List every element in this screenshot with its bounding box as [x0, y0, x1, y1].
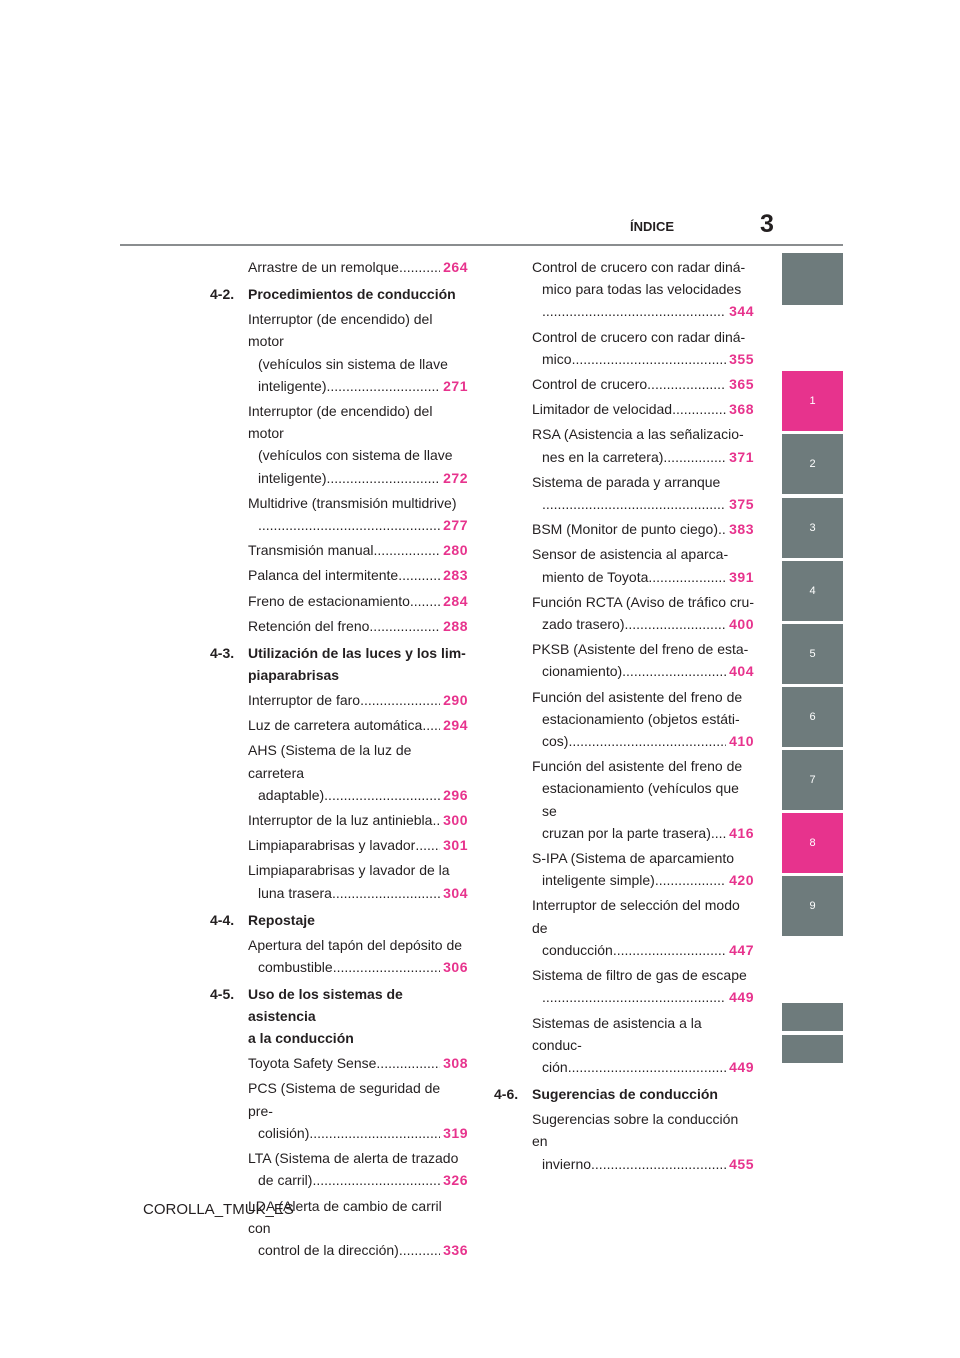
toc-page-link[interactable]: 272 — [443, 469, 468, 486]
toc-entry-text: Sugerencias sobre la conducción en — [532, 1111, 739, 1150]
section-title: a la conducción — [248, 1030, 354, 1047]
toc-page-link[interactable]: 420 — [729, 872, 754, 889]
dot-leader — [591, 1153, 726, 1175]
dot-leader — [324, 784, 440, 806]
toc-page-link[interactable]: 404 — [729, 663, 754, 680]
toc-entry[interactable] — [494, 847, 754, 891]
toc-entry-text: Toyota Safety Sense — [248, 1055, 377, 1072]
toc-entry[interactable] — [494, 1012, 754, 1079]
toc-entry-text: Freno de estacionamiento — [248, 592, 410, 609]
toc-entry-text: estacionamiento (vehículos que se — [542, 780, 739, 819]
toc-entry-text: control de la dirección) — [258, 1241, 399, 1258]
toc-page-link[interactable]: 355 — [729, 350, 754, 367]
toc-page-link[interactable]: 300 — [443, 812, 468, 829]
chapter-tab-1[interactable]: 1 — [782, 371, 843, 431]
toc-entry-text: inteligente) — [258, 377, 327, 394]
toc-left-column — [210, 253, 468, 1261]
toc-entry[interactable] — [494, 518, 754, 540]
toc-entry-text: colisión) — [258, 1124, 310, 1141]
toc-page-link[interactable]: 304 — [443, 884, 468, 901]
dot-leader — [333, 956, 440, 978]
toc-entry-text: mico — [542, 350, 572, 367]
toc-entry-text: miento de Toyota — [542, 568, 649, 585]
toc-page-link[interactable]: 416 — [729, 824, 754, 841]
toc-page-link[interactable]: 301 — [443, 837, 468, 854]
toc-entry[interactable] — [210, 714, 468, 736]
toc-entry[interactable] — [210, 934, 468, 978]
dot-leader — [613, 939, 726, 961]
toc-entry-text: Interruptor de selección del modo de — [532, 897, 740, 936]
toc-entry-text: AHS (Sistema de la luz de carretera — [248, 742, 412, 781]
dot-leader — [718, 518, 726, 540]
dot-leader — [398, 564, 440, 586]
dot-leader — [376, 1052, 440, 1074]
toc-entry[interactable] — [210, 615, 468, 637]
toc-entry-text: RSA (Asistencia a las señalizacio- — [532, 426, 744, 443]
toc-entry-text: Transmisión manual — [248, 542, 374, 559]
dot-leader — [568, 1056, 726, 1078]
dot-leader — [309, 1122, 440, 1144]
toc-entry[interactable] — [210, 400, 468, 489]
toc-entry[interactable] — [210, 256, 468, 278]
toc-page-link[interactable]: 371 — [729, 448, 754, 465]
chapter-tab-2[interactable]: 2 — [782, 434, 843, 494]
toc-entry-text: Limpiaparabrisas y lavador de la — [248, 862, 450, 879]
dot-leader — [622, 660, 726, 682]
chapter-tab-7[interactable]: 7 — [782, 750, 843, 810]
toc-entry[interactable] — [210, 1147, 468, 1191]
toc-page-link[interactable]: 336 — [443, 1241, 468, 1258]
toc-entry-text: Arrastre de un remolque — [248, 259, 399, 275]
toc-entry-text: cionamiento) — [542, 663, 623, 680]
toc-entry[interactable] — [494, 591, 754, 635]
toc-section-heading — [494, 1083, 754, 1105]
toc-entry-text: inteligente simple) — [542, 872, 655, 889]
dot-leader — [258, 514, 440, 536]
toc-entry-text: PKSB (Asistente del freno de esta- — [532, 641, 749, 658]
toc-page-link[interactable]: 319 — [443, 1124, 468, 1141]
toc-entry[interactable] — [210, 739, 468, 806]
toc-entry[interactable] — [210, 492, 468, 536]
toc-page-link[interactable]: 344 — [729, 303, 754, 320]
toc-entry-text: Control de crucero — [532, 376, 648, 393]
dot-leader — [422, 714, 440, 736]
toc-entry-text: Limitador de velocidad — [532, 401, 673, 418]
toc-page-link[interactable]: 271 — [443, 377, 468, 394]
toc-entry[interactable] — [494, 471, 754, 515]
toc-page-link[interactable]: 283 — [443, 567, 468, 584]
toc-entry[interactable] — [210, 809, 468, 831]
toc-entry-text: conducción — [542, 941, 613, 958]
toc-entry-text: Sistema de filtro de gas de escape — [532, 967, 747, 984]
section-number: 4-5. — [210, 986, 235, 1003]
toc-entry-text: luna trasera — [258, 884, 332, 901]
toc-page-link[interactable]: 277 — [443, 517, 468, 534]
toc-entry-text: cruzan por la parte trasera) — [542, 824, 711, 841]
dot-leader — [399, 1239, 440, 1261]
toc-entry[interactable] — [494, 1108, 754, 1175]
dot-leader — [369, 615, 440, 637]
toc-entry-text: Sistemas de asistencia a la conduc- — [532, 1014, 702, 1053]
toc-entry[interactable] — [494, 755, 754, 844]
toc-entry-text: combustible — [258, 959, 333, 976]
toc-entry[interactable] — [210, 1077, 468, 1144]
toc-entry-text: (vehículos con sistema de llave — [258, 447, 453, 464]
dot-leader — [711, 822, 726, 844]
section-number: 4-4. — [210, 911, 235, 928]
section-title: Repostaje — [248, 911, 315, 928]
dot-leader — [672, 398, 726, 420]
toc-entry-text: Palanca del intermitente — [248, 567, 399, 584]
section-title: piaparabrisas — [248, 667, 340, 684]
dot-leader — [410, 590, 440, 612]
toc-page-link[interactable]: 284 — [443, 592, 468, 609]
toc-entry-text: nes en la carretera) — [542, 448, 664, 465]
toc-page-link[interactable]: 375 — [729, 496, 754, 513]
section-title: Sugerencias de conducción — [532, 1086, 718, 1103]
toc-entry-text: Multidrive (transmisión multidrive) — [248, 494, 457, 511]
toc-entry-text: Interruptor de la luz antiniebla — [248, 812, 433, 829]
toc-entry[interactable] — [494, 256, 754, 323]
chapter-tab-3[interactable]: 3 — [782, 498, 843, 558]
dot-leader — [647, 373, 726, 395]
dot-leader — [327, 467, 441, 489]
toc-entry-text: invierno — [542, 1155, 592, 1172]
toc-page-link[interactable]: 264 — [443, 259, 468, 275]
chapter-tab-blank[interactable] — [782, 1003, 843, 1031]
toc-entry-text: Retención del freno — [248, 617, 370, 634]
dot-leader — [415, 834, 440, 856]
toc-entry-text: (vehículos sin sistema de llave — [258, 355, 448, 372]
toc-entry[interactable] — [494, 373, 754, 395]
chapter-tab-9[interactable]: 9 — [782, 876, 843, 936]
toc-entry-text: LTA (Sistema de alerta de trazado — [248, 1150, 459, 1167]
dot-leader — [542, 986, 726, 1008]
section-number: 4-2. — [210, 286, 235, 303]
toc-entry-text: Sistema de parada y arranque — [532, 473, 721, 490]
section-title: Procedimientos de conducción — [248, 286, 456, 303]
toc-entry-text: Función del asistente del freno de — [532, 688, 743, 705]
toc-entry-text: estacionamiento (objetos estáti- — [542, 710, 740, 727]
toc-entry-text: de carril) — [258, 1172, 313, 1189]
toc-page-link[interactable]: 447 — [729, 941, 754, 958]
dot-leader — [399, 256, 440, 278]
toc-entry-text: mico para todas las velocidades — [542, 281, 742, 298]
toc-entry-text: LDA (Alerta de cambio de carril con — [248, 1197, 442, 1236]
section-number: 4-3. — [210, 645, 235, 662]
dot-leader — [568, 730, 726, 752]
toc-page-link[interactable]: 449 — [729, 1058, 754, 1075]
toc-entry-text: ción — [542, 1058, 568, 1075]
toc-page-link[interactable]: 308 — [443, 1055, 468, 1072]
toc-entry-text: Interruptor (de encendido) del motor — [248, 403, 433, 442]
toc-page-link[interactable]: 290 — [443, 692, 468, 709]
toc-page-link[interactable]: 365 — [729, 376, 754, 393]
toc-entry[interactable] — [210, 590, 468, 612]
dot-leader — [542, 493, 726, 515]
toc-entry[interactable] — [494, 638, 754, 682]
chapter-tab-5[interactable]: 5 — [782, 624, 843, 684]
toc-entry-text: adaptable) — [258, 786, 325, 803]
dot-leader — [374, 539, 441, 561]
toc-page-link[interactable]: 368 — [729, 401, 754, 418]
toc-page-link[interactable]: 296 — [443, 786, 468, 803]
toc-entry[interactable] — [494, 543, 754, 587]
toc-entry-text: PCS (Sistema de seguridad de pre- — [248, 1080, 441, 1119]
dot-leader — [360, 689, 440, 711]
section-title: Uso de los sistemas de asistencia — [248, 986, 403, 1025]
toc-entry-text: Luz de carretera automática — [248, 717, 423, 734]
dot-leader — [432, 809, 440, 831]
toc-entry[interactable] — [494, 398, 754, 420]
toc-page-link[interactable]: 391 — [729, 568, 754, 585]
dot-leader — [332, 882, 440, 904]
toc-entry-text: inteligente) — [258, 469, 327, 486]
dot-leader — [312, 1169, 440, 1191]
chapter-tab-blank[interactable] — [782, 1035, 843, 1063]
toc-entry[interactable] — [210, 834, 468, 856]
toc-entry-text: BSM (Monitor de punto ciego) — [532, 521, 718, 538]
toc-entry-text: Función del asistente del freno de — [532, 758, 743, 775]
header-divider — [120, 244, 843, 246]
dot-leader — [655, 869, 726, 891]
dot-leader — [327, 375, 441, 397]
toc-entry-text: Control de crucero con radar diná- — [532, 259, 746, 275]
toc-page-link[interactable]: 288 — [443, 617, 468, 634]
toc-entry[interactable] — [210, 1052, 468, 1074]
toc-entry-text: zado trasero) — [542, 616, 625, 633]
toc-page-link[interactable]: 383 — [729, 521, 754, 538]
toc-entry-text: Interruptor de faro — [248, 692, 361, 709]
toc-entry[interactable] — [210, 859, 468, 903]
toc-section-heading — [210, 283, 468, 305]
toc-page-link[interactable]: 455 — [729, 1155, 754, 1172]
toc-entry[interactable] — [210, 689, 468, 711]
toc-entry-text: Control de crucero con radar diná- — [532, 328, 746, 345]
toc-entry-text: Función RCTA (Aviso de tráfico cru- — [532, 593, 755, 610]
toc-entry-text: Interruptor (de encendido) del motor — [248, 311, 433, 350]
document-code: COROLLA_TMUK_ES — [143, 1201, 294, 1218]
section-title: Utilización de las luces y los lim- — [248, 645, 466, 662]
toc-right-column — [494, 253, 754, 1175]
toc-entry[interactable] — [210, 564, 468, 586]
toc-entry[interactable] — [494, 686, 754, 753]
toc-entry-text: Sensor de asistencia al aparca- — [532, 546, 729, 563]
toc-page-link[interactable]: 306 — [443, 959, 468, 976]
toc-page-link[interactable]: 449 — [729, 989, 754, 1006]
chapter-tab-4[interactable]: 4 — [782, 561, 843, 621]
toc-entry-text: cos) — [542, 733, 569, 750]
dot-leader — [663, 446, 726, 468]
toc-section-heading — [210, 642, 468, 686]
chapter-tab-blank[interactable] — [782, 253, 843, 305]
toc-section-heading — [210, 983, 468, 1049]
toc-entry[interactable] — [494, 964, 754, 1008]
toc-entry[interactable] — [210, 539, 468, 561]
toc-entry-text: Limpiaparabrisas y lavador — [248, 837, 416, 854]
dot-leader — [542, 300, 726, 322]
toc-entry[interactable] — [494, 326, 754, 370]
toc-page-link[interactable]: 294 — [443, 717, 468, 734]
toc-entry[interactable] — [494, 894, 754, 961]
dot-leader — [624, 613, 726, 635]
dot-leader — [572, 348, 727, 370]
section-number: 4-6. — [494, 1086, 519, 1103]
toc-entry[interactable] — [494, 423, 754, 467]
header-title: ÍNDICE — [630, 219, 675, 234]
toc-entry[interactable] — [210, 308, 468, 397]
chapter-tab-6[interactable]: 6 — [782, 687, 843, 747]
toc-entry-text: S-IPA (Sistema de aparcamiento — [532, 850, 735, 867]
toc-page-link[interactable]: 326 — [443, 1172, 468, 1189]
chapter-tab-8[interactable]: 8 — [782, 813, 843, 873]
toc-section-heading — [210, 909, 468, 931]
toc-page-link[interactable]: 400 — [729, 616, 754, 633]
page-number: 3 — [760, 210, 774, 238]
toc-entry-text: Apertura del tapón del depósito de — [248, 936, 463, 953]
toc-page-link[interactable]: 410 — [729, 733, 754, 750]
toc-page-link[interactable]: 280 — [443, 542, 468, 559]
dot-leader — [648, 566, 726, 588]
